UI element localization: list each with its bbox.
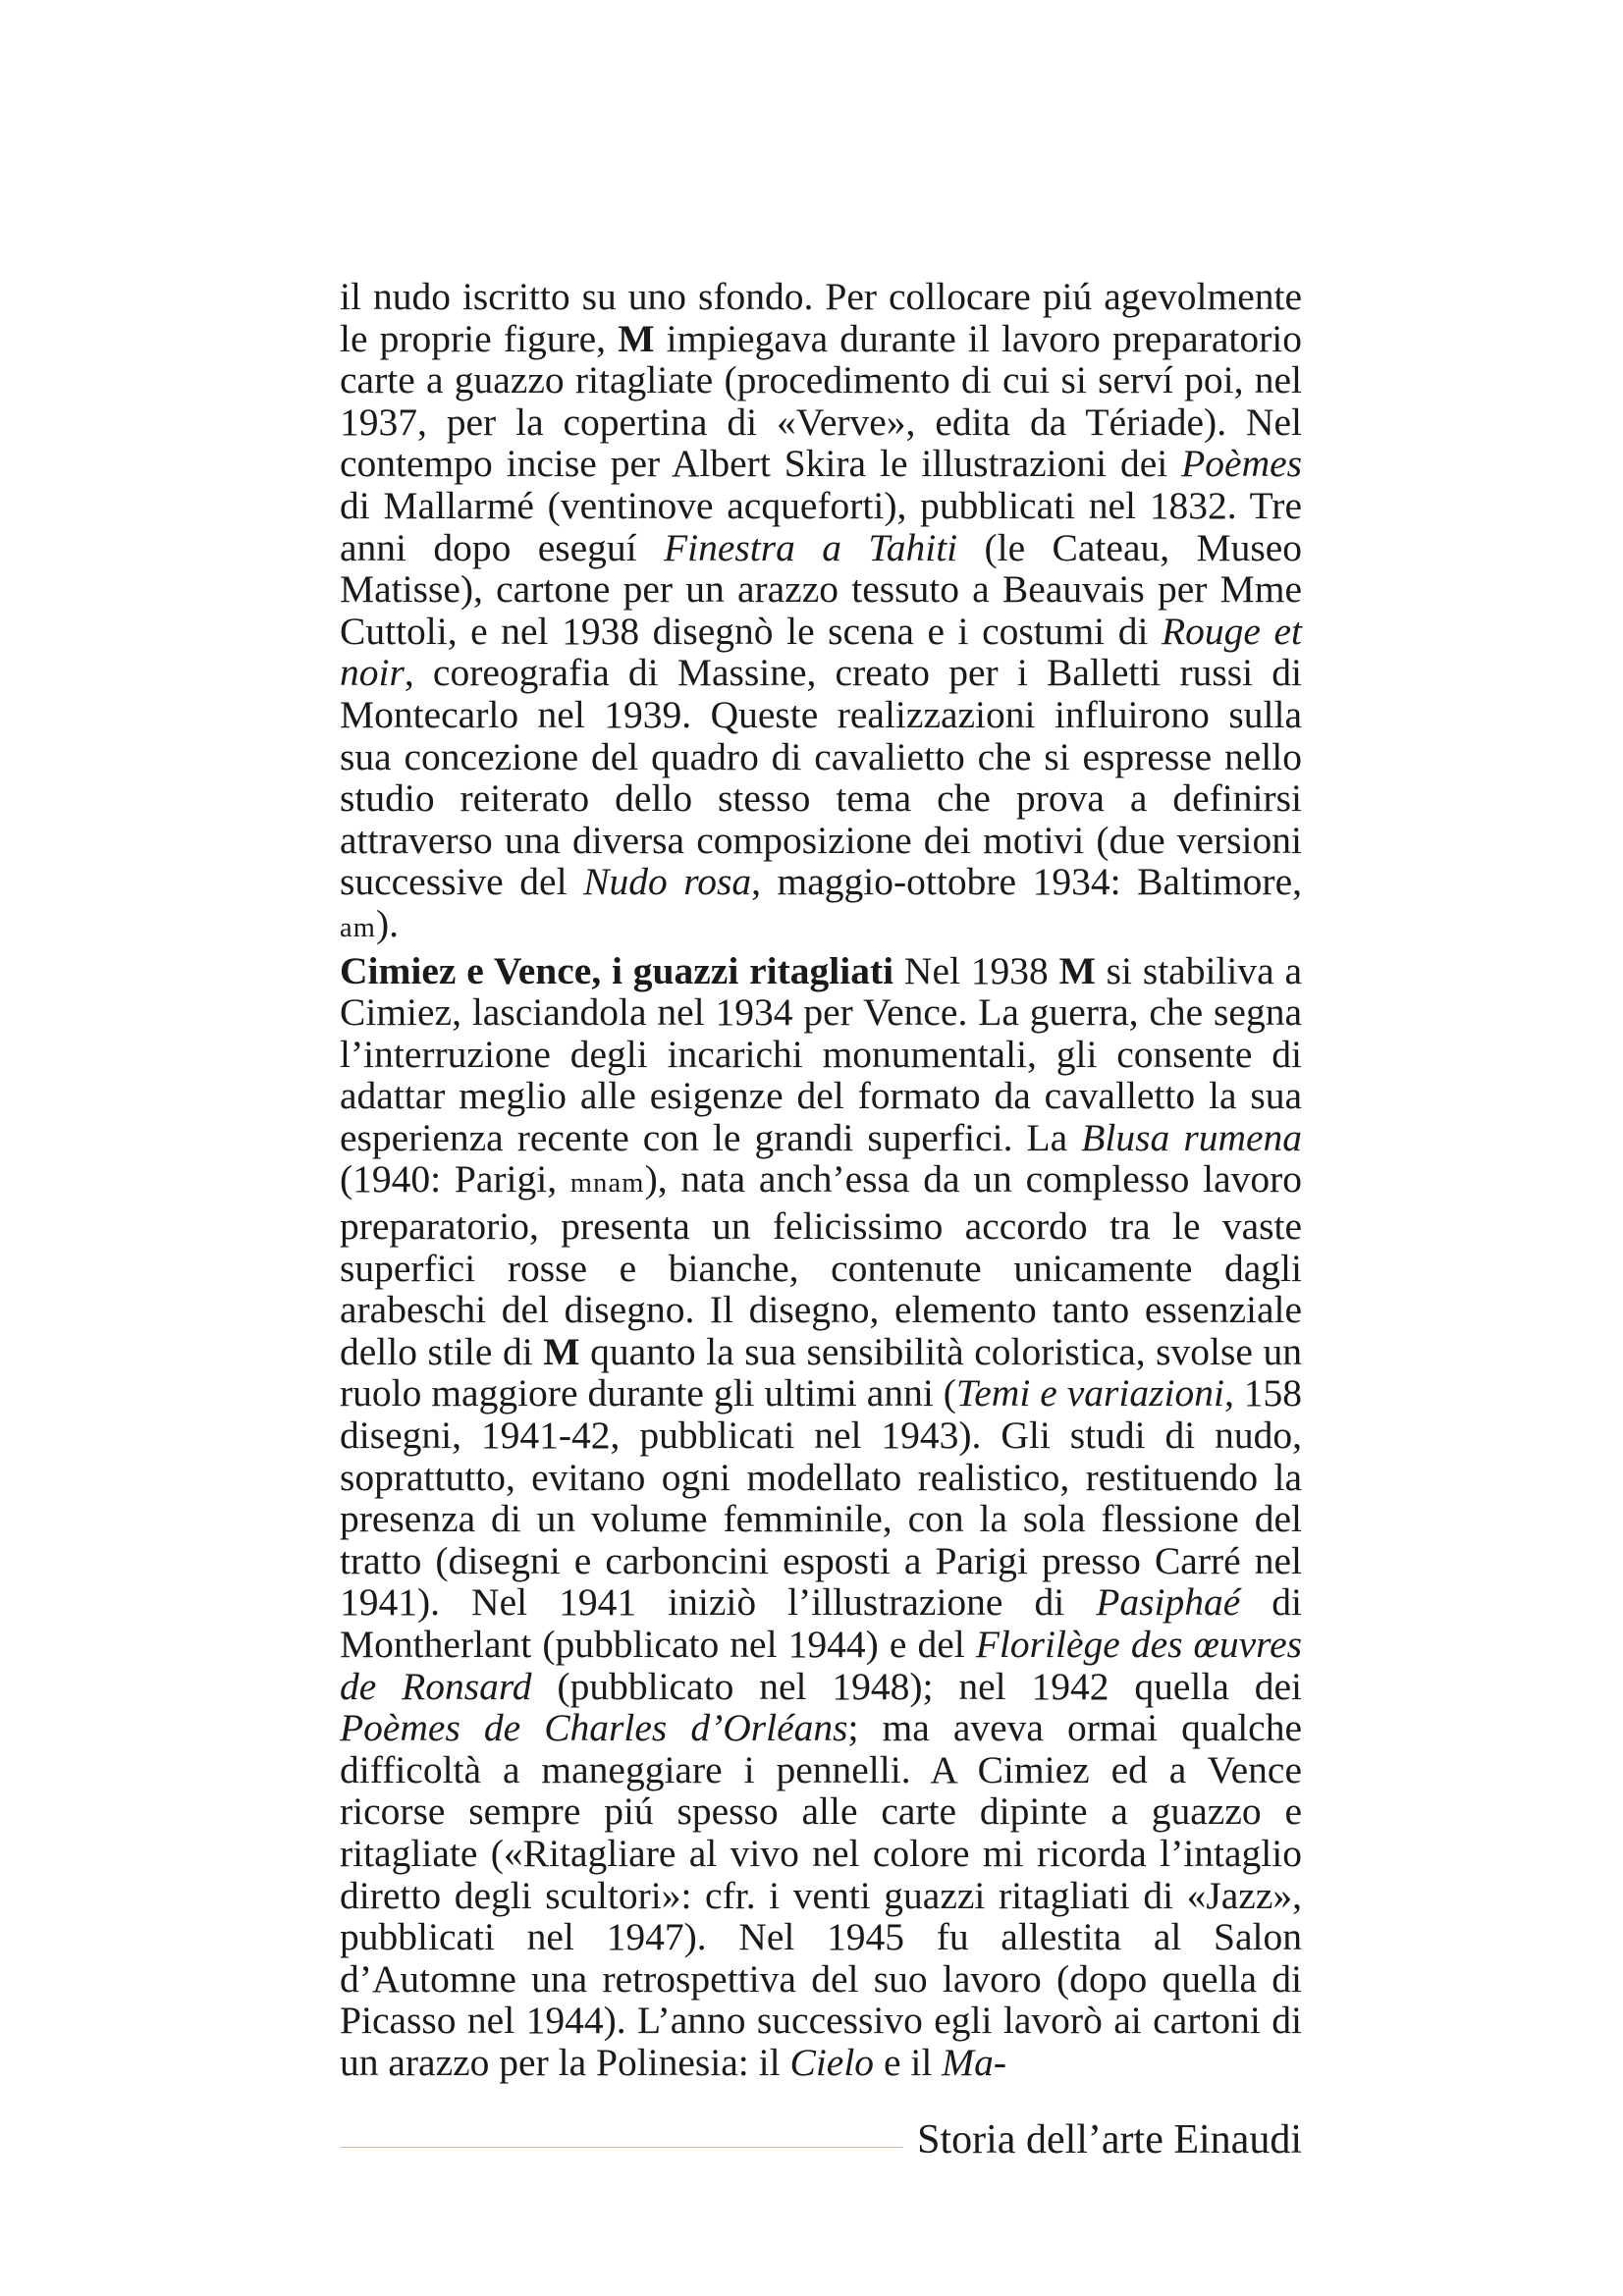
- author-initial: M: [618, 316, 655, 360]
- text-run: di Mallarmé (ventinove acqueforti), pubblicati nel 1832. Tre anni dopo eseguí: [340, 483, 1302, 569]
- footer-rule: [340, 2147, 903, 2148]
- work-title: Poèmes: [1181, 442, 1302, 486]
- text-run: e il: [874, 2040, 943, 2084]
- text-run: ), nata anch’essa da un complesso lavoro preparatorio, presenta un felicissimo accordo tra le vaste superfici rosse e bianche, contenute unicamente dagli arabeschi del disegno. Il disegno, elemento tanto essenziale dello stile di: [340, 1157, 1303, 1373]
- text-run: Nel 1938: [893, 948, 1059, 992]
- work-title: Temi e variazioni: [955, 1371, 1224, 1415]
- work-title: Rouge et noir: [340, 609, 1302, 695]
- work-title: Finestra a Tahiti: [664, 525, 958, 569]
- museum-abbreviation: mnam: [569, 1168, 645, 1200]
- paragraph-2: [340, 950, 1302, 2084]
- text-run: ).: [376, 901, 400, 945]
- work-title: Florilège des œuvres de Ronsard: [340, 1623, 1302, 1708]
- footer-label: Storia dell’arte Einaudi: [917, 2117, 1302, 2163]
- work-title: Pasiphaé: [1096, 1580, 1241, 1625]
- body-text: [340, 276, 1302, 2084]
- work-title: Cielo: [789, 2040, 875, 2084]
- text-run: , maggio-ottobre 1934: Baltimore,: [751, 860, 1302, 904]
- text-run: , coreografia di Massine, creato per i Balletti russi di Montecarlo nel 1939. Queste realizzazioni influirono sulla sua concezione del quadro di cavalietto che si espresse nello studio reiterato dello stesso tema che prova a definirsi attraverso una diversa composizione dei motivi (due versioni successive del: [340, 651, 1302, 904]
- text-run: quanto la sua sensibilità coloristica, svolse un ruolo maggiore durante gli ultimi anni (: [340, 1329, 1302, 1415]
- author-initial: M: [543, 1329, 580, 1373]
- text-run: , 158 disegni, 1941-42, pubblicati nel 1943). Gli studi di nudo, soprattutto, evitano ogni modellato realistico, restituendo la presenza di un volume femminile, con la sola flessione del tratto (disegni e carboncini esposti a Parigi presso Carré nel 1941). Nel 1941 iniziò l’illustrazione di: [340, 1371, 1303, 1625]
- text-run: impiegava durante il lavoro preparatorio carte a guazzo ritagliate (procedimento di cui si serví poi, nel 1937, per la copertina di «Verve», edita da Tériade). Nel contempo incise per Albert Skira le illustrazioni dei: [340, 316, 1303, 486]
- text-run: (le Cateau, Museo Matisse), cartone per un arazzo tessuto a Beauvais per Mme Cuttoli, e nel 1938 disegnò le scena e i costumi di: [340, 525, 1302, 653]
- page-footer: [340, 2110, 1302, 2169]
- museum-abbreviation: am: [340, 912, 377, 943]
- section-heading: Cimiez e Vence, i guazzi ritagliati: [340, 948, 894, 992]
- work-title: Blusa rumena: [1081, 1115, 1302, 1159]
- work-title: Nudo rosa: [583, 860, 752, 904]
- work-title: Ma-: [942, 2040, 1006, 2084]
- text-run: si stabiliva a Cimiez, lasciandola nel 1934 per Vence. La guerra, che segna l’interruzione degli incarichi monumentali, gli consente di adattar meglio alle esigenze del formato da cavalletto la sua esperienza recente con le grandi superfici. La: [340, 948, 1302, 1159]
- paragraph-1: [340, 276, 1302, 950]
- text-run: (1940: Parigi,: [340, 1157, 570, 1201]
- text-run: il nudo iscritto su uno sfondo. Per collocare piú agevolmente le proprie figure,: [340, 275, 1302, 360]
- author-initial: M: [1058, 948, 1096, 992]
- text-run: di Montherlant (pubblicato nel 1944) e del: [340, 1580, 1302, 1666]
- work-title: Poèmes de Charles d’Orléans: [340, 1706, 848, 1750]
- text-run: ; ma aveva ormai qualche difficoltà a maneggiare i pennelli. A Cimiez ed a Vence ricorse sempre piú spesso alle carte dipinte a guazzo e ritagliate («Ritagliare al vivo nel colore mi ricorda l’intaglio diretto degli scultori»: cfr. i venti guazzi ritagliati di «Jazz», pubblicati nel 1947). Nel 1945 fu allestita al Salon d’Automne una retrospettiva del suo lavoro (dopo quella di Picasso nel 1944). L’anno successivo egli lavorò ai cartoni di un arazzo per la Polinesia: il: [340, 1706, 1302, 2084]
- text-run: (pubblicato nel 1948); nel 1942 quella dei: [531, 1664, 1302, 1708]
